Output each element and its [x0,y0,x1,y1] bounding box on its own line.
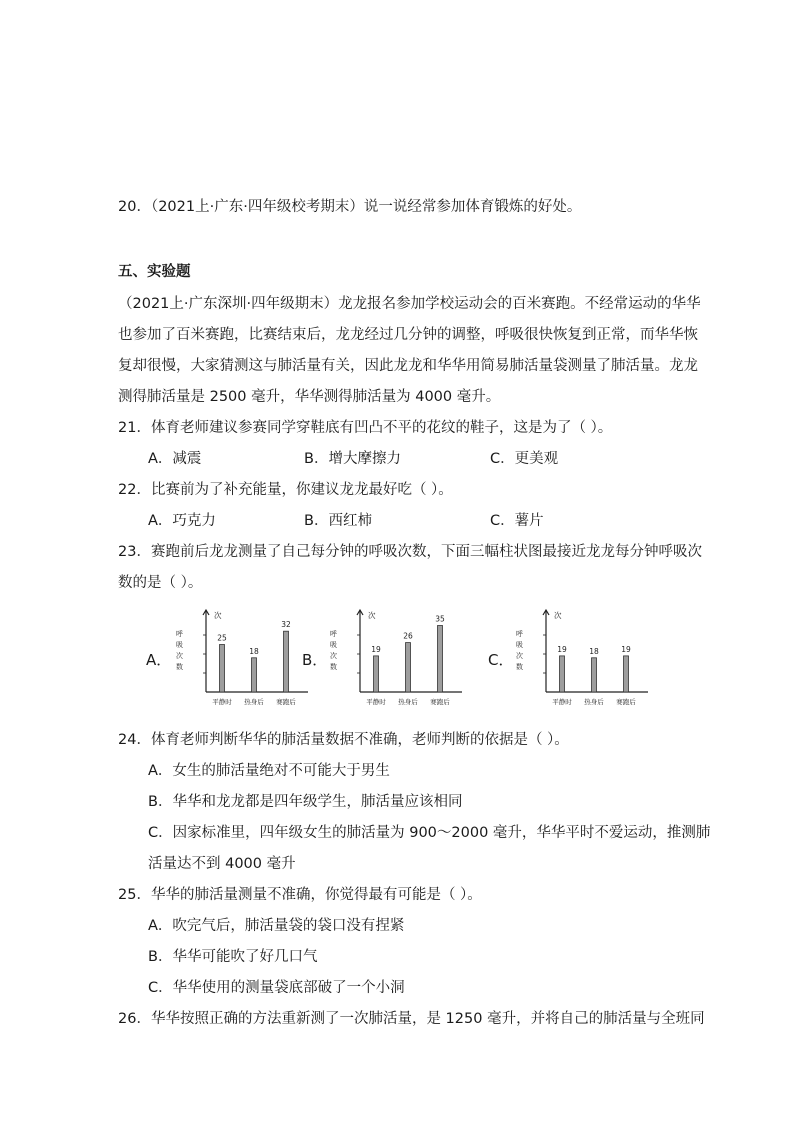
bar [252,658,257,692]
bar-chart-svg [508,604,658,712]
chart-a-label: A． [146,651,172,669]
q25-option-a: A．吹完气后，肺活量袋的袋口没有捏紧 [148,918,405,934]
y-unit-label: 次 [554,611,562,620]
bar [374,656,379,692]
y-axis-label-char: 吸 [516,641,523,649]
bar-value-label: 18 [589,646,599,656]
y-unit-label: 次 [368,611,376,620]
y-axis-label-char: 次 [176,652,183,660]
y-unit-label: 次 [214,611,222,620]
category-label: 热身后 [584,698,604,706]
chart-b-label: B． [302,651,328,669]
bar-value-label: 35 [435,614,445,624]
chart-b [322,604,472,712]
category-label: 平静时 [212,698,232,706]
bar [592,658,597,692]
bar-chart-svg [322,604,472,712]
bar [406,643,411,692]
y-axis-label-char: 数 [516,663,523,671]
bar [560,656,565,692]
question-23-line-1: 23．赛跑前后龙龙测量了自己每分钟的呼吸次数，下面三幅柱状图最接近龙龙每分钟呼吸次 [118,544,702,560]
chart-c [508,604,658,712]
bar-value-label: 18 [249,646,259,656]
intro-line-3: 复却很慢，大家猜测这与肺活量有关，因此龙龙和华华用简易肺活量袋测量了肺活量。龙龙 [118,358,698,374]
bar-value-label: 25 [217,633,227,643]
y-axis-label-char: 次 [516,652,523,660]
intro-line-4: 测得肺活量是 2500 毫升，华华测得肺活量为 4000 毫升。 [118,389,501,405]
intro-line-1: （2021上·广东深圳·四年级期末）龙龙报名参加学校运动会的百米赛跑。不经常运动的华华 [118,296,701,312]
q22-option-b: B．西红柿 [304,513,372,529]
y-axis-label-char: 数 [330,663,337,671]
q21-option-a: A．减震 [148,451,202,467]
bar-value-label: 19 [557,644,567,654]
q24-option-b: B．华华和龙龙都是四年级学生，肺活量应该相同 [148,794,463,810]
bar [220,645,225,693]
y-axis-label-char: 吸 [176,641,183,649]
question-24: 24．体育老师判断华华的肺活量数据不准确，老师判断的依据是（ ）。 [118,732,569,748]
y-axis-label-char: 呼 [516,630,523,638]
question-23-line-2: 数的是（ ）。 [118,575,203,591]
chart-a [168,604,318,712]
bar [284,631,289,692]
q25-option-b: B．华华可能吹了好几口气 [148,949,318,965]
q22-option-c: C．薯片 [490,513,544,529]
bar-value-label: 32 [281,620,291,630]
bar [624,656,629,692]
question-25: 25．华华的肺活量测量不准确，你觉得最有可能是（ ）。 [118,887,482,903]
category-label: 热身后 [398,698,418,706]
question-26: 26．华华按照正确的方法重新测了一次肺活量，是 1250 毫升，并将自己的肺活量与全班同 [118,1011,705,1027]
category-label: 平静时 [366,698,386,706]
y-axis-label-char: 次 [330,652,337,660]
q24-option-a: A．女生的肺活量绝对不可能大于男生 [148,763,390,779]
y-axis-label-char: 呼 [330,630,337,638]
intro-line-2: 也参加了百米赛跑，比赛结束后，龙龙经过几分钟的调整，呼吸很快恢复到正常，而华华恢 [118,327,698,343]
q22-option-a: A．巧克力 [148,513,216,529]
category-label: 赛跑后 [616,698,636,706]
chart-c-label: C． [488,651,514,669]
category-label: 平静时 [552,698,572,706]
question-20: 20．（2021上·广东·四年级校考期末）说一说经常参加体育锻炼的好处。 [118,199,582,215]
bar-chart-svg [168,604,318,712]
y-axis-label-char: 呼 [176,630,183,638]
section-heading: 五、实验题 [118,264,191,280]
bar-value-label: 26 [403,631,413,641]
question-21: 21．体育老师建议参赛同学穿鞋底有凹凸不平的花纹的鞋子，这是为了（ ）。 [118,420,613,436]
bar [438,626,443,693]
bar-value-label: 19 [621,644,631,654]
category-label: 热身后 [244,698,264,706]
category-label: 赛跑后 [276,698,296,706]
q24-option-c: C．因家标准里，四年级女生的肺活量为 900～2000 毫升，华华平时不爱运动，推测肺 [148,825,711,841]
q25-option-c: C．华华使用的测量袋底部破了一个小洞 [148,980,405,996]
q21-option-c: C．更美观 [490,451,559,467]
q24-option-c-cont: 活量达不到 4000 毫升 [148,856,296,872]
q21-option-b: B．增大摩擦力 [304,451,401,467]
y-axis-label-char: 吸 [330,641,337,649]
category-label: 赛跑后 [430,698,450,706]
question-22: 22．比赛前为了补充能量，你建议龙龙最好吃（ ）。 [118,482,453,498]
bar-value-label: 19 [371,644,381,654]
y-axis-label-char: 数 [176,663,183,671]
